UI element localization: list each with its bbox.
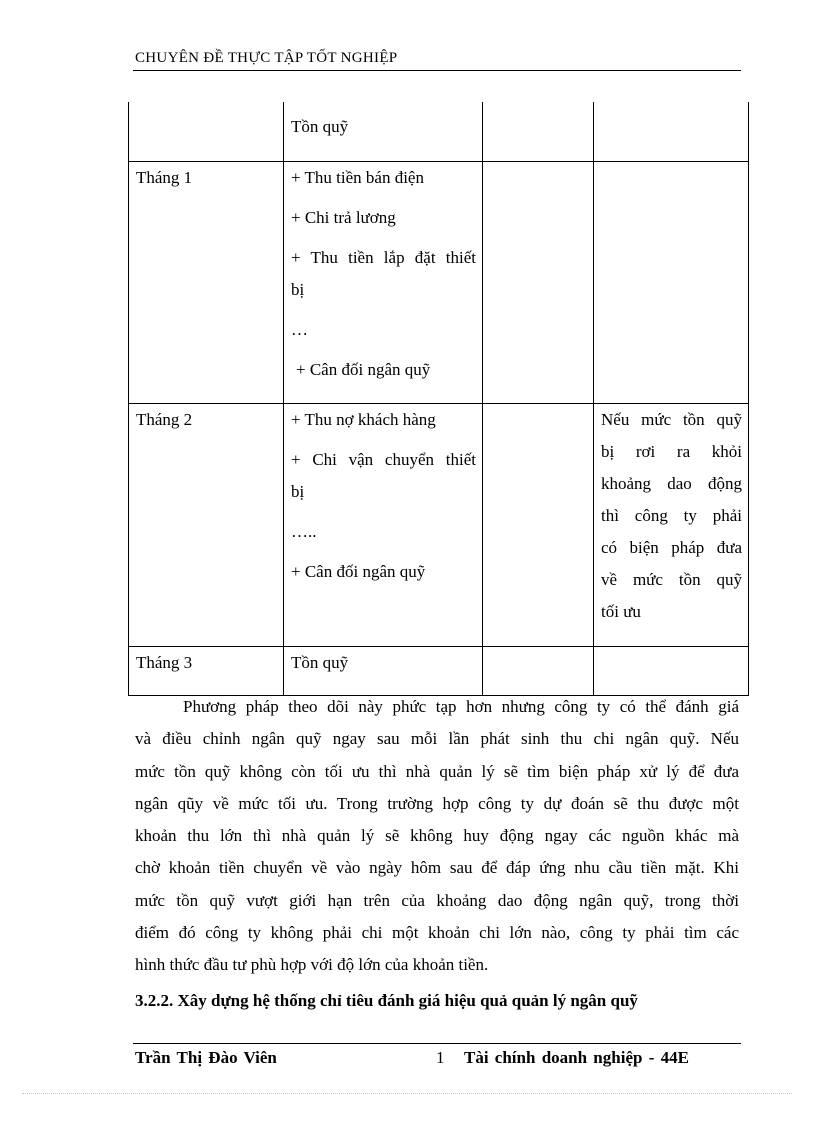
page-number: 1 (436, 1048, 445, 1067)
item-line: … (291, 320, 308, 339)
item-line: + Thu tiền bán điện (291, 168, 424, 187)
footer-rule (133, 1043, 741, 1044)
item-line: + Chi vận chuyển thiết (291, 450, 476, 469)
note-cell (594, 102, 749, 162)
item-line: Tồn quỹ (291, 653, 349, 672)
paragraph-line: mức tồn quỹ vượt giới hạn trên của khoảng dao động ngân quỹ, trong thời (135, 890, 739, 910)
item-line: + Thu tiền lắp đặt thiết (291, 248, 476, 267)
document-header-title: CHUYÊN ĐỀ THỰC TẬP TỐT NGHIỆP (135, 50, 398, 66)
table-row (129, 647, 749, 696)
empty-cell (483, 404, 594, 647)
items-cell (284, 102, 483, 162)
footer-department: Tài chính doanh nghiệp - 44E (464, 1048, 689, 1067)
note-cell (594, 162, 749, 404)
note-cell (594, 647, 749, 696)
items-cell (284, 162, 483, 404)
footer-author: Trần Thị Đào Viên (135, 1048, 277, 1067)
note-line: về mức tồn quỹ (601, 570, 742, 589)
item-line: Tồn quỹ (291, 117, 349, 136)
item-line: bị (291, 280, 305, 299)
period-cell: Tháng 2 (129, 404, 284, 647)
paragraph-line: mức tồn quỹ không còn tối ưu thì nhà quản lý sẽ tìm biện pháp xử lý để đưa (135, 761, 739, 781)
header-rule (133, 70, 741, 71)
empty-cell (483, 647, 594, 696)
paragraph-line: hình thức đầu tư phù hợp với độ lớn của khoản tiền. (135, 955, 489, 975)
period-cell: Tháng 1 (129, 162, 284, 404)
item-line: ….. (291, 522, 317, 541)
note-line: thì công ty phải (601, 506, 742, 525)
note-line: tối ưu (601, 602, 641, 621)
paragraph-line: khoản thu lớn thì nhà quản lý sẽ không huy động ngay các nguồn khác mà (135, 826, 739, 846)
note-cell (594, 404, 749, 647)
table-row (129, 162, 749, 404)
section-heading: 3.2.2. Xây dựng hệ thống chỉ tiêu đánh giá hiệu quả quản lý ngân quỹ (135, 991, 638, 1010)
note-line: khoảng dao động (601, 474, 742, 493)
item-line: + Thu nợ khách hàng (291, 410, 436, 429)
table-row (129, 102, 749, 162)
body-paragraph (135, 691, 739, 982)
item-line: + Cân đối ngân quỹ (291, 562, 426, 581)
note-line: bị rơi ra khỏi (601, 442, 742, 461)
note-line: Nếu mức tồn quỹ (601, 410, 742, 429)
paragraph-line: chờ khoản tiền chuyển về vào ngày hôm sau để đáp ứng nhu cầu tiền mặt. Khi (135, 858, 739, 878)
item-line: bị (291, 482, 305, 501)
paragraph-line: điểm đó công ty không phải chi một khoản chi lớn nào, công ty phải tìm các (135, 923, 739, 943)
paragraph-line: Phương pháp theo dõi này phức tạp hơn nhưng công ty có thể đánh giá (183, 697, 739, 716)
paragraph-line: ngân qũy về mức tối ưu. Trong trường hợp công ty dự đoán sẽ thu được một (135, 793, 739, 813)
empty-cell (483, 102, 594, 162)
paragraph-line: và điều chỉnh ngân quỹ ngay sau mỗi lần phát sinh thu chi ngân quỹ. Nếu (135, 729, 739, 749)
empty-cell (483, 162, 594, 404)
items-cell (284, 647, 483, 696)
table-row (129, 404, 749, 647)
cash-flow-table (128, 102, 749, 696)
period-cell (129, 102, 284, 162)
page-bottom-divider (22, 1093, 792, 1094)
item-line: + Chi trả lương (291, 208, 396, 227)
item-line: + Cân đối ngân quỹ (296, 360, 431, 379)
period-cell: Tháng 3 (129, 647, 284, 696)
note-line: có biện pháp đưa (601, 538, 742, 557)
items-cell (284, 404, 483, 647)
